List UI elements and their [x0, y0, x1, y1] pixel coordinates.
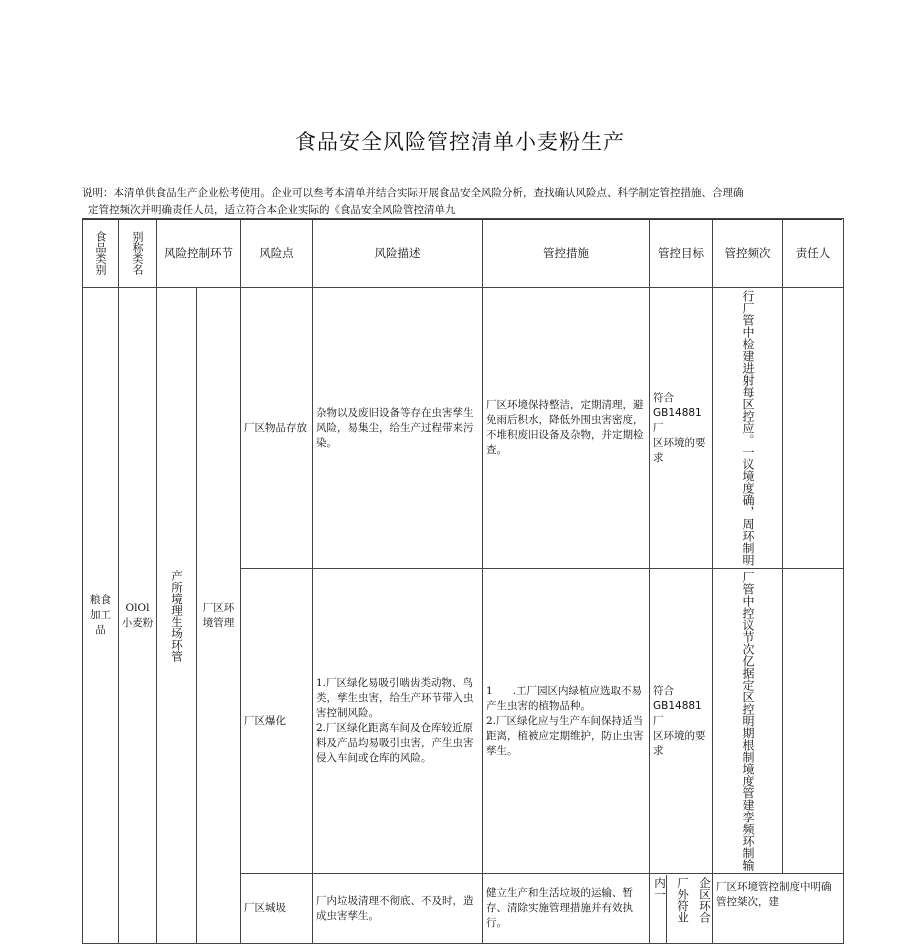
header-owner: 责任人 — [783, 219, 844, 288]
note-line-1: 说明：本清单供食品生产企业松考使用。企业可以叁考本清单并结合实际开展食品安全风险分析，查找确认风险点、科学制定管控措施、合理确 — [82, 187, 744, 199]
header-row — [83, 219, 844, 288]
usage-note — [82, 185, 842, 220]
control-frequency: 行厂管中检建进射每区控应。一议境度确，周环制明 — [713, 288, 783, 569]
control-measure: 1 .工厂园区内绿植应选取不易产生虫害的植物品种。 2.厂区绿化应与生产车间保持适当距离，植被应定期维护，防止虫害孳生。 — [483, 569, 650, 874]
control-target: 符合 GB14881厂 区环境的要求 — [650, 288, 713, 569]
risk-point: 厂区城圾 — [241, 874, 313, 944]
control-frequency: 厂区环境管控制度中明确管控桀次，建 — [713, 874, 844, 944]
control-measure: 健立生产和生活垃圾的运输、暂存、清除实施管理措施并有效执行。 — [483, 874, 650, 944]
name-cell: OlOl小麦粉 — [119, 288, 157, 944]
risk-point: 厂区爆化 — [241, 569, 313, 874]
risk-desc: 厂内垃圾清理不彻底、不及时，造成虫害孳生。 — [313, 874, 483, 944]
control-target: 内一 厂外符业 企区环合 — [650, 874, 713, 944]
header-name: 别称类名 — [119, 219, 157, 288]
header-freq: 管控频次 — [713, 219, 783, 288]
control-measure: 厂区环境保持整洁，定期清理，避免雨后积水，降低外围虫害密度，不堆积废旧设备及杂物，并定期检查。 — [483, 288, 650, 569]
control-target: 符合 GB14881厂 区环境的要求 — [650, 569, 713, 874]
page-title: 食品安全风险管控清单小麦粉生产 — [295, 130, 625, 154]
risk-control-table — [82, 218, 844, 944]
table-row — [83, 288, 844, 569]
header-stage: 风险控制环节 — [157, 219, 241, 288]
control-frequency: 厂管中控议节次亿据定区控明期根制境度管建孪频环制输 — [713, 569, 783, 874]
header-point: 风险点 — [241, 219, 313, 288]
owner-cell — [783, 288, 844, 569]
risk-desc: 1.厂区绿化易吸引啮齿类动物、鸟类，孳生虫害，给生产环节带入虫害控制风险。 2.厂区绿化距离车间及仓库较近原料及产品均易吸引虫害，产生虫害侵入车间或仓库的风险。 — [313, 569, 483, 874]
risk-point: 厂区物品存放 — [241, 288, 313, 569]
header-measure: 管控措施 — [483, 219, 650, 288]
stage-cell-2: 厂区环境管理 — [197, 288, 241, 944]
note-line-2: 定管控频次并明确责任人员，适立符合本企业实际的《食品安全风险管控清单九 — [82, 202, 842, 220]
owner-cell — [783, 569, 844, 874]
stage-cell-1: 产所境理生场环管 — [157, 288, 197, 944]
header-target: 管控目标 — [650, 219, 713, 288]
category-cell: 粮食加工品 — [83, 288, 119, 944]
header-category: 食品类别 — [83, 219, 119, 288]
risk-desc: 杂物以及废旧设备等存在虫害孳生风险，易集尘，给生产过程带来污染。 — [313, 288, 483, 569]
header-desc: 风险描述 — [313, 219, 483, 288]
